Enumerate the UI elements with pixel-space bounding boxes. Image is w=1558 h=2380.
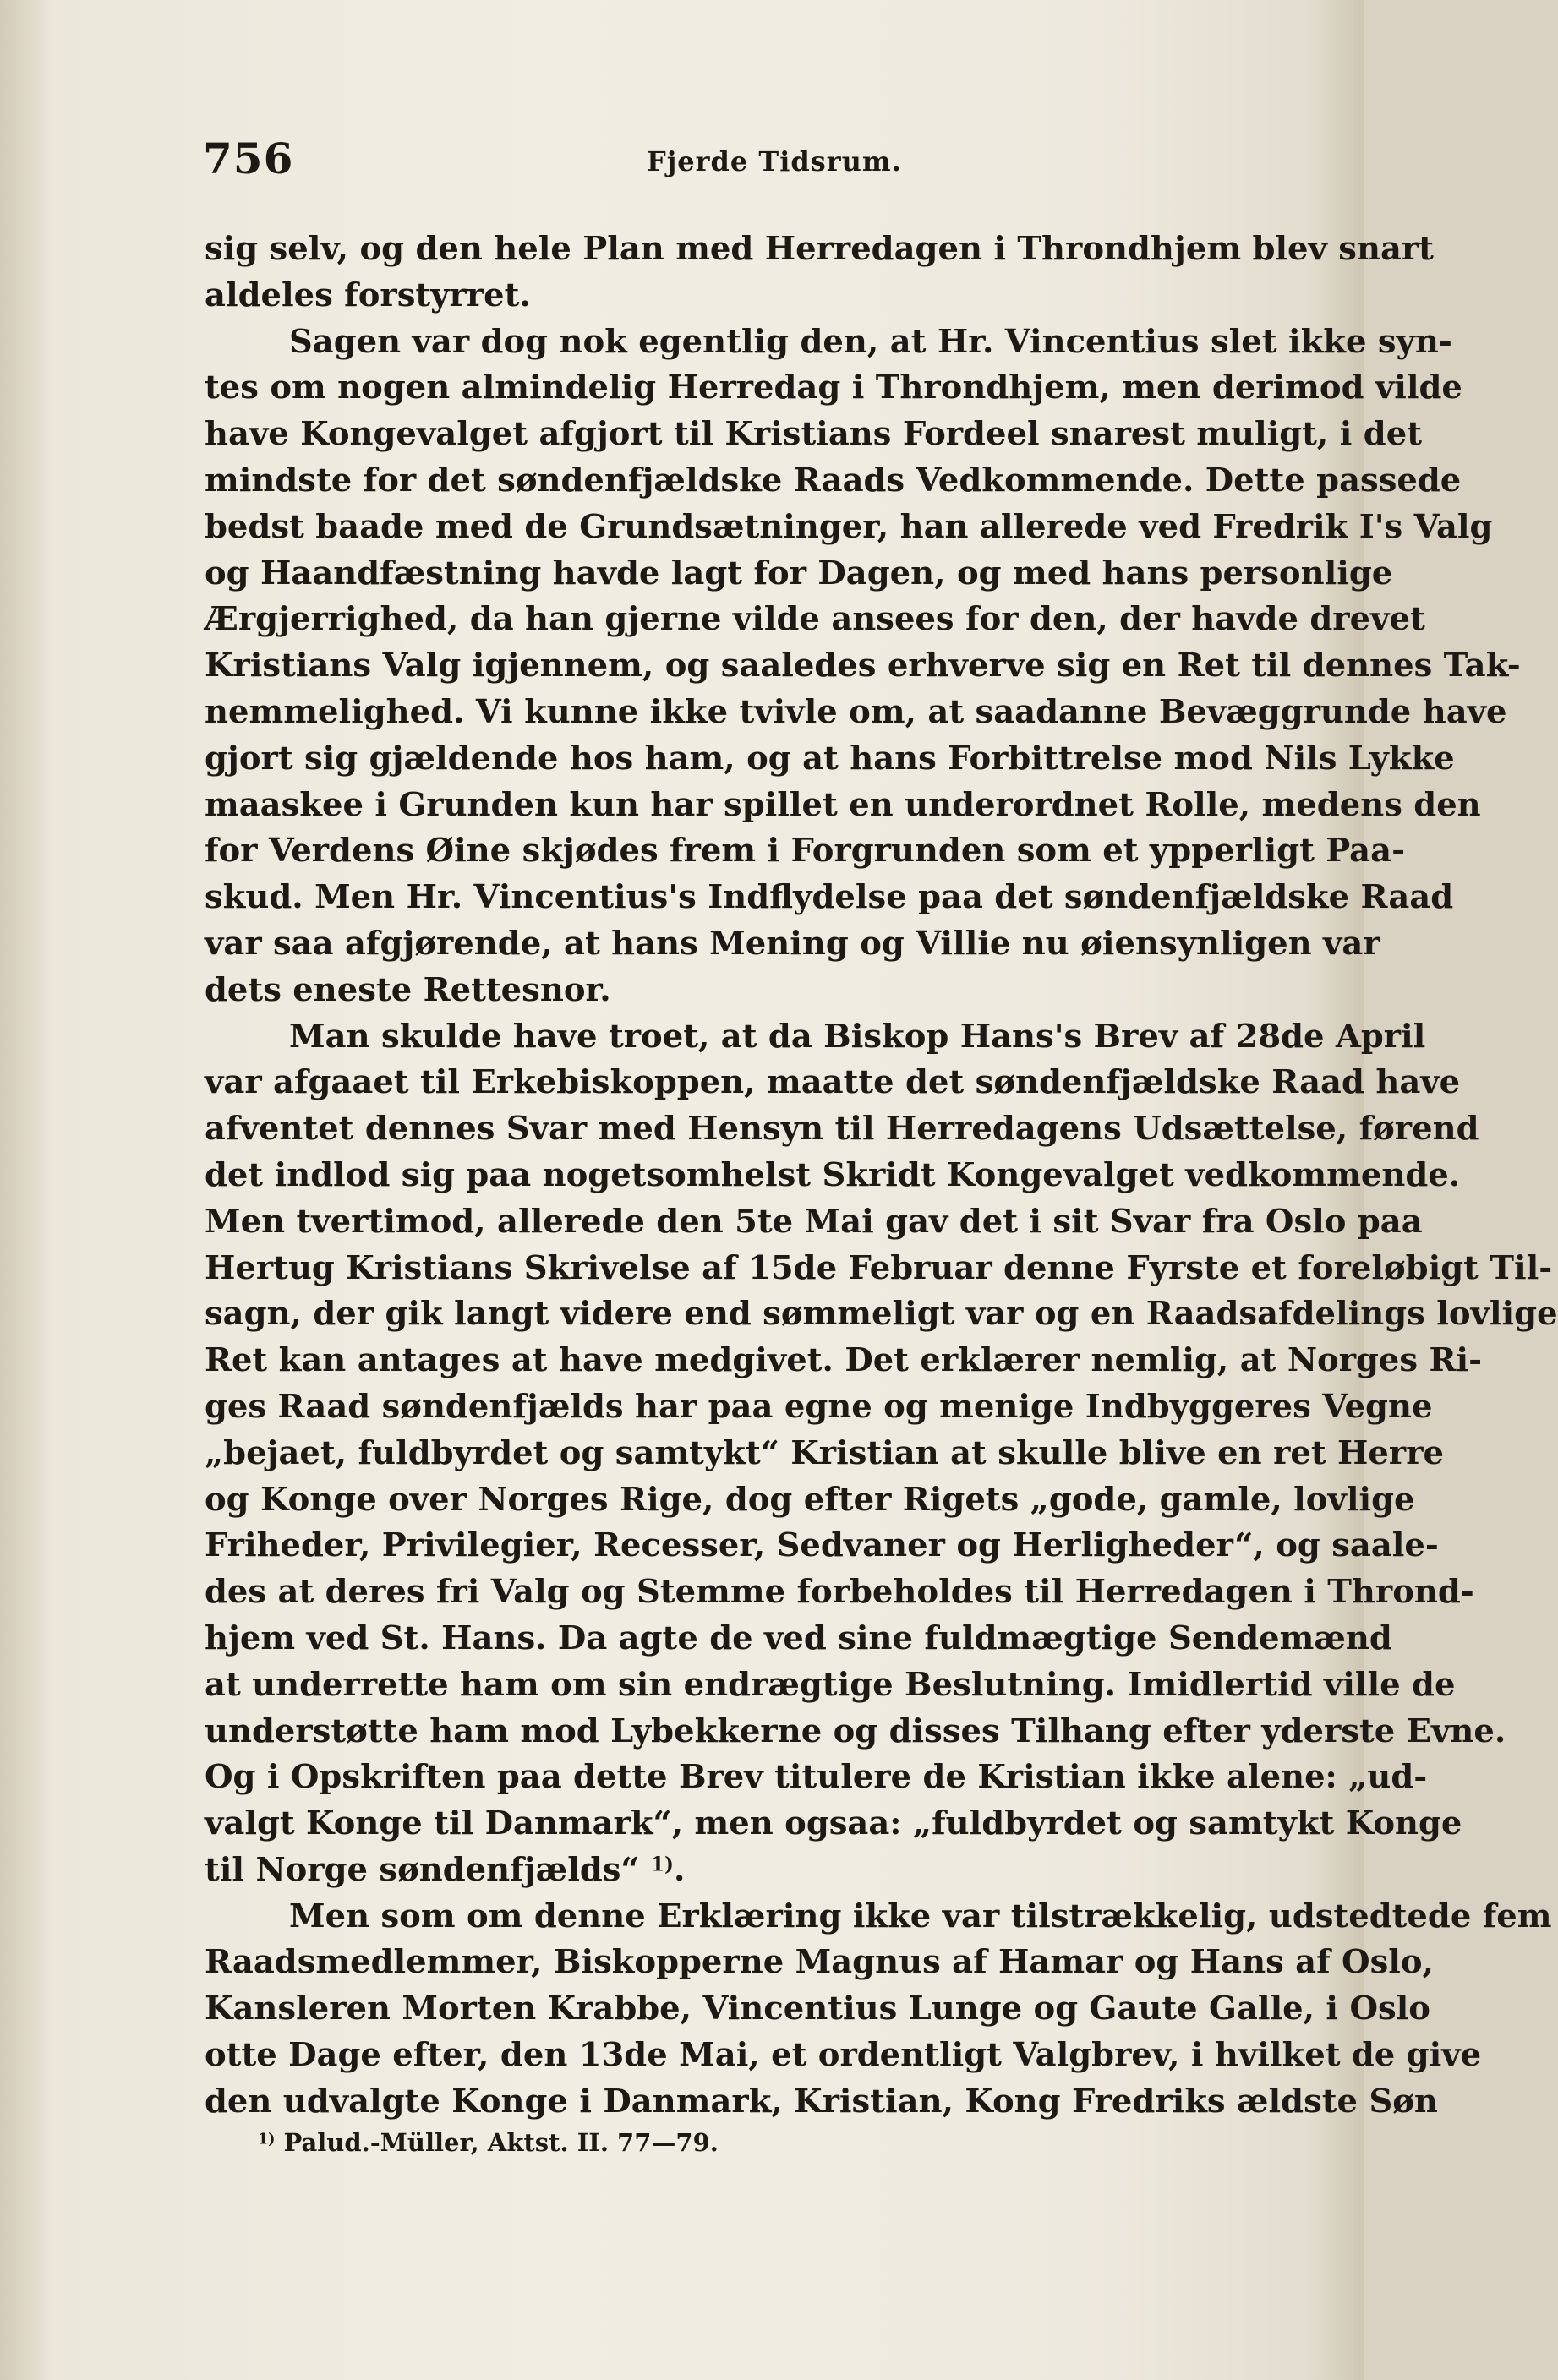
text-line: have Kongevalget afgjort til Kristians Fordeel snarest muligt, i det bbox=[205, 415, 1422, 454]
text-line: Men tvertimod, allerede den 5te Mai gav det i sit Svar fra Oslo paa bbox=[205, 1202, 1423, 1241]
text-line: Ærgjerrighed, da han gjerne vilde ansees for den, der havde drevet bbox=[205, 600, 1425, 639]
text-line: Sagen var dog nok egentlig den, at Hr. Vincentius slet ikke syn- bbox=[289, 322, 1452, 361]
text-line: det indlod sig paa nogetsomhelst Skridt Kongevalget vedkommende. bbox=[205, 1155, 1461, 1194]
page-header bbox=[203, 134, 1302, 193]
text-line: hjem ved St. Hans. Da agte de ved sine fuldmægtige Sendemænd bbox=[205, 1619, 1392, 1657]
text-line: for Verdens Øine skjødes frem i Forgrunden som et ypperligt Paa- bbox=[205, 832, 1406, 871]
text-line: gjort sig gjældende hos ham, og at hans Forbittrelse mod Nils Lykke bbox=[205, 739, 1455, 778]
text-line: otte Dage efter, den 13de Mai, et ordentligt Valgbrev, i hvilket de give bbox=[205, 2036, 1482, 2075]
text-line: tes om nogen almindelig Herredag i Throndhjem, men derimod vilde bbox=[205, 368, 1462, 407]
text-line: og Konge over Norges Rige, dog efter Rigets „gode, gamle, lovlige bbox=[205, 1480, 1415, 1519]
body-text bbox=[205, 227, 1558, 2126]
text-line: aldeles forstyrret. bbox=[205, 276, 531, 314]
text-line: mindste for det søndenfjældske Raads Vedkommende. Dette passede bbox=[205, 461, 1462, 499]
text-line: Raadsmedlemmer, Biskopperne Magnus af Hamar og Hans af Oslo, bbox=[205, 1943, 1434, 1982]
text-line: sig selv, og den hele Plan med Herredagen i Throndhjem blev snart bbox=[205, 230, 1434, 268]
text-line: des at deres fri Valg og Stemme forbeholdes til Herredagen i Thrond- bbox=[205, 1573, 1474, 1612]
footnote bbox=[258, 2128, 719, 2157]
footnote-reference: 1) bbox=[650, 1853, 674, 1876]
text-line: ges Raad søndenfjælds har paa egne og menige Indbyggeres Vegne bbox=[205, 1387, 1433, 1426]
text-line: var saa afgjørende, at hans Mening og Villie nu øiensynligen var bbox=[205, 924, 1380, 963]
text-line: understøtte ham mod Lybekkerne og disses Tilhang efter yderste Evne. bbox=[205, 1711, 1506, 1750]
text-line: Ret kan antages at have medgivet. Det erklærer nemlig, at Norges Ri- bbox=[205, 1341, 1483, 1380]
running-head: Fjerde Tidsrum. bbox=[647, 145, 902, 177]
text-line: til Norge søndenfjælds“ $^{1)}$. bbox=[205, 1850, 686, 1889]
text-line: den udvalgte Konge i Danmark, Kristian, Kong Fredriks ældste Søn bbox=[205, 2082, 1438, 2121]
page-number: 756 bbox=[203, 134, 294, 183]
text-line: og Haandfæstning havde lagt for Dagen, og med hans personlige bbox=[205, 554, 1393, 592]
text-line: bedst baade med de Grundsætninger, han allerede ved Fredrik I's Valg bbox=[205, 507, 1493, 546]
footnote-text: Palud.-Müller, Aktst. II. 77—79. bbox=[283, 2128, 719, 2157]
text-line: Og i Opskriften paa dette Brev titulere de Kristian ikke alene: „ud- bbox=[205, 1758, 1428, 1797]
text-line: sagn, der gik langt videre end sømmeligt var og en Raadsafdelings lovlige bbox=[205, 1295, 1558, 1334]
footnote-marker: 1) bbox=[258, 2131, 276, 2148]
text-line: var afgaaet til Erkebiskoppen, maatte det søndenfjældske Raad have bbox=[205, 1063, 1461, 1102]
text-line: Hertug Kristians Skrivelse af 15de Februar denne Fyrste et foreløbigt Til- bbox=[205, 1248, 1553, 1287]
text-line: Man skulde have troet, at da Biskop Hans's Brev af 28de April bbox=[289, 1017, 1426, 1056]
text-line: at underrette ham om sin endrægtige Beslutning. Imidlertid ville de bbox=[205, 1665, 1456, 1704]
text-line: Kansleren Morten Krabbe, Vincentius Lunge og Gaute Galle, i Oslo bbox=[205, 1990, 1430, 2028]
text-line: Men som om denne Erklæring ikke var tilstrækkelig, udstedtede fem bbox=[289, 1897, 1552, 1935]
text-line: skud. Men Hr. Vincentius's Indflydelse paa det søndenfjældske Raad bbox=[205, 878, 1454, 917]
text-line: Kristians Valg igjennem, og saaledes erhverve sig en Ret til dennes Tak- bbox=[205, 647, 1521, 685]
text-line: valgt Konge til Danmark“, men ogsaa: „fuldbyrdet og samtykt Konge bbox=[205, 1804, 1462, 1843]
text-line-content: til Norge søndenfjælds“ bbox=[205, 1850, 640, 1889]
text-line: dets eneste Rettesnor. bbox=[205, 970, 611, 1009]
text-line: nemmelighed. Vi kunne ikke tvivle om, at saadanne Bevæggrunde have bbox=[205, 692, 1507, 731]
text-line: „bejaet, fuldbyrdet og samtykt“ Kristian at skulle blive en ret Herre bbox=[205, 1433, 1444, 1472]
text-line: Friheder, Privilegier, Recesser, Sedvaner og Herligheder“, og saale- bbox=[205, 1526, 1439, 1565]
text-line: afventet dennes Svar med Hensyn til Herredagens Udsættelse, førend bbox=[205, 1110, 1479, 1149]
text-line: maaskee i Grunden kun har spillet en underordnet Rolle, medens den bbox=[205, 785, 1481, 824]
